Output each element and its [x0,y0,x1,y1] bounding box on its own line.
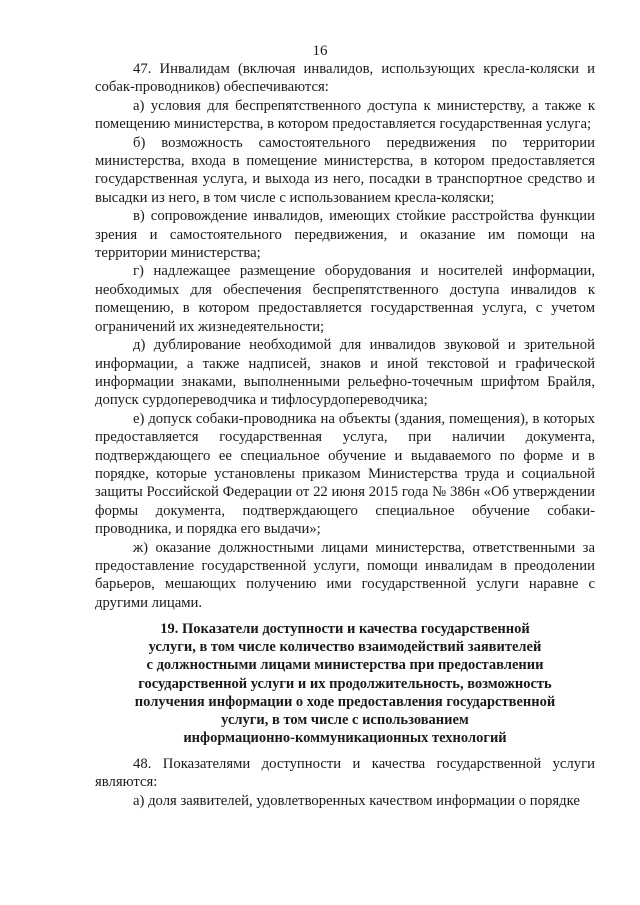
item-47-subitem-d: д) дублирование необходимой для инвалидов звуковой и зрительной информации, а также надписей, знаков и иной текстовой и графической информации знаками, выполненными рельефно-точечным шрифтом Брайля, допуск сурдопереводчика и тифлосурдопереводчика; [95,337,595,409]
heading-line: с должностными лицами министерства при предоставлении [146,657,544,674]
heading-line: услуги, в том числе количество взаимодействий заявителей [148,639,542,656]
section-19-heading [110,620,580,747]
item-47-subitem-e: е) допуск собаки-проводника на объекты (здания, помещения), в которых предоставляется государственная услуга, при наличии документа, подтверждающего ее специальное обучение и выдаваемого по форме и в порядке, которые установлены приказом Министерства труда и социальной защиты Российской Федерации от 22 июня 2015 года № 386н «Об утверждении формы документа, подтверждающего специальное обучение собаки-проводника, и порядка его выдачи»; [95,410,595,538]
item-48-intro: 48. Показателями доступности и качества государственной услуги являются: [95,756,595,791]
item-47-subitem-zh: ж) оказание должностными лицами министерства, ответственными за предоставление государственной услуги, помощи инвалидам в преодолении барьеров, мешающих получению ими государственной услуги наравне с другими лицами. [95,539,595,611]
item-48-block [95,755,595,810]
heading-line: 19. Показатели доступности и качества государственной [160,621,530,637]
item-47-subitem-g: г) надлежащее размещение оборудования и носителей информации, необходимых для обеспечения беспрепятственного доступа инвалидов к помещению, в котором предоставляется государственная услуга, с учетом ограничений их жизнедеятельности; [95,263,595,335]
item-47-subitem-a: а) условия для беспрепятственного доступа к министерству, а также к помещению министерства, в котором предоставляется государственная услуга; [95,97,595,133]
page-number: 16 [312,43,328,59]
item-47-intro: 47. Инвалидам (включая инвалидов, использующих кресла-коляски и собак-проводников) обеспечиваются: [95,61,595,96]
heading-line: информационно-коммуникационных технологий [183,730,507,747]
item-47-subitem-b: б) возможность самостоятельного передвижения по территории министерства, входа в помещение министерства, в котором предоставляется государственная услуга, и выхода из него, посадки в транспортное средство и высадки из него, в том числе с использованием кресла-коляски; [95,134,595,206]
item-48-subitem-a: а) доля заявителей, удовлетворенных качеством информации о порядке [133,792,580,809]
heading-line: получения информации о ходе предоставления государственной [134,693,556,710]
heading-line: услуги, в том числе с использованием [221,712,469,729]
heading-line: государственной услуги и их продолжительность, возможность [138,675,552,692]
item-47-block [95,60,595,612]
item-47-subitem-v: в) сопровождение инвалидов, имеющих стойкие расстройства функции зрения и самостоятельного передвижения, и оказание им помощи на территории министерства; [95,208,595,262]
